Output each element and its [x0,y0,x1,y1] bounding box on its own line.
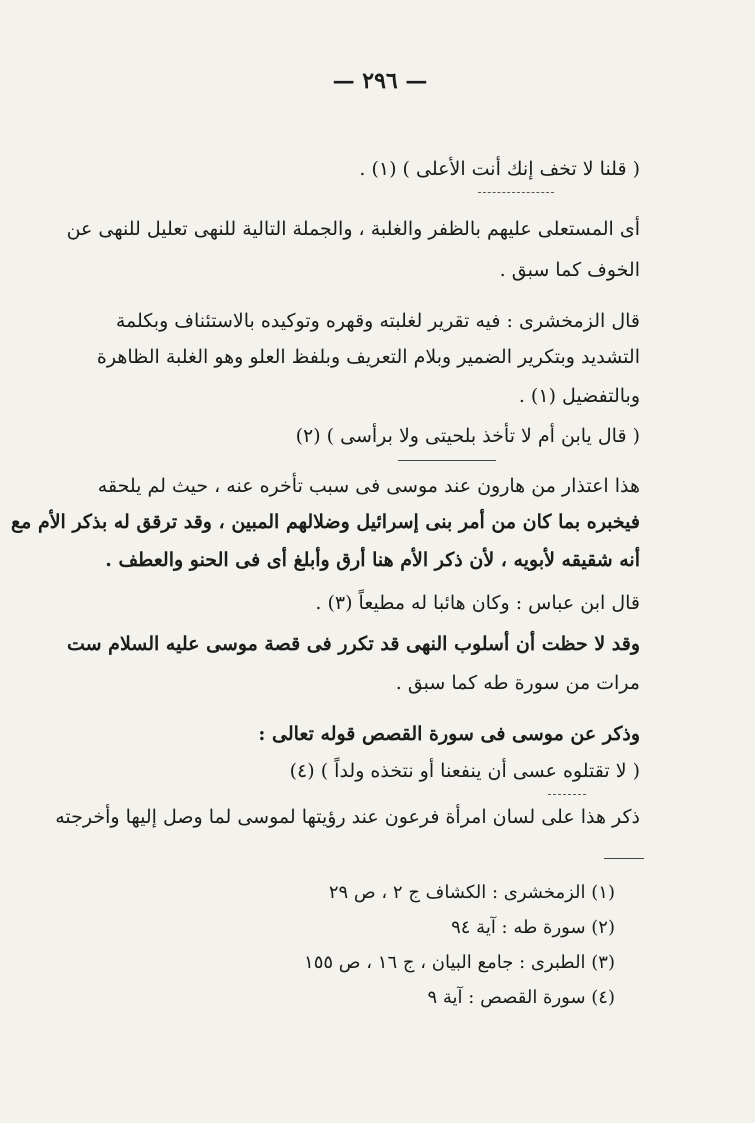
footnote-3: (٣) الطبرى : جامع البيان ، ج ١٦ ، ص ١٥٥ [304,952,615,973]
quran-verse-3: ( لا تقتلوه عسى أن ينفعنا أو نتخذه ولداً ) (٤) [289,760,640,782]
text-line-16: ذكر هذا على لسان امرأة فرعون عند رؤيتها لموسى لما وصل إليها وأخرجته [55,806,640,828]
text-line-9: فيخبره بما كان من أمر بنى إسرائيل وضلالهم المبين ، وقد ترقق له بذكر الأم مع [11,511,640,533]
footnote-4: (٤) سورة القصص : آية ٩ [427,987,615,1008]
text-line-14: وذكر عن موسى فى سورة القصص قوله تعالى : [258,723,640,745]
verse-underline-3 [548,794,586,795]
text-line-5: التشديد وبتكرير الضمير وبلام التعريف وبلفظ العلو وهو الغلبة الظاهرة [96,346,640,368]
text-line-12: وقد لا حظت أن أسلوب النهى قد تكرر فى قصة موسى عليه السلام ست [66,633,640,655]
text-line-13: مرات من سورة طه كما سبق . [395,672,640,694]
text-line-2: أى المستعلى عليهم بالظفر والغلبة ، والجملة التالية للنهى تعليل للنهى عن [66,218,640,240]
text-line-10: أنه شقيقه لأبويه ، لأن ذكر الأم هنا أرق وأبلغ أى فى الحنو والعطف . [105,549,640,571]
verse-underline-2 [398,460,496,461]
text-line-11: قال ابن عباس : وكان هائبا له مطيعاً (٣) . [315,592,640,614]
text-line-8: هذا اعتذار من هارون عند موسى فى سبب تأخره عنه ، حيث لم يلحقه [97,475,640,497]
text-line-4: قال الزمخشرى : فيه تقرير لغلبته وقهره وتوكيده بالاستئناف وبكلمة [115,310,640,332]
text-line-6: وبالتفضيل (١) . [518,385,640,407]
footnote-2: (٢) سورة طه : آية ٩٤ [451,917,615,938]
text-line-3: الخوف كما سبق . [499,259,640,281]
footnote-1: (١) الزمخشرى : الكشاف ج ٢ ، ص ٢٩ [328,882,615,903]
quran-verse-1: ( قلنا لا تخف إنك أنت الأعلى ) (١) . [359,158,640,180]
quran-verse-2: ( قال يابن أم لا تأخذ بلحيتى ولا برأسى ) (٢) [295,425,640,447]
page-number: — ٢٩٦ — [332,68,428,94]
verse-underline-1 [478,192,554,193]
footnote-separator [604,858,644,859]
